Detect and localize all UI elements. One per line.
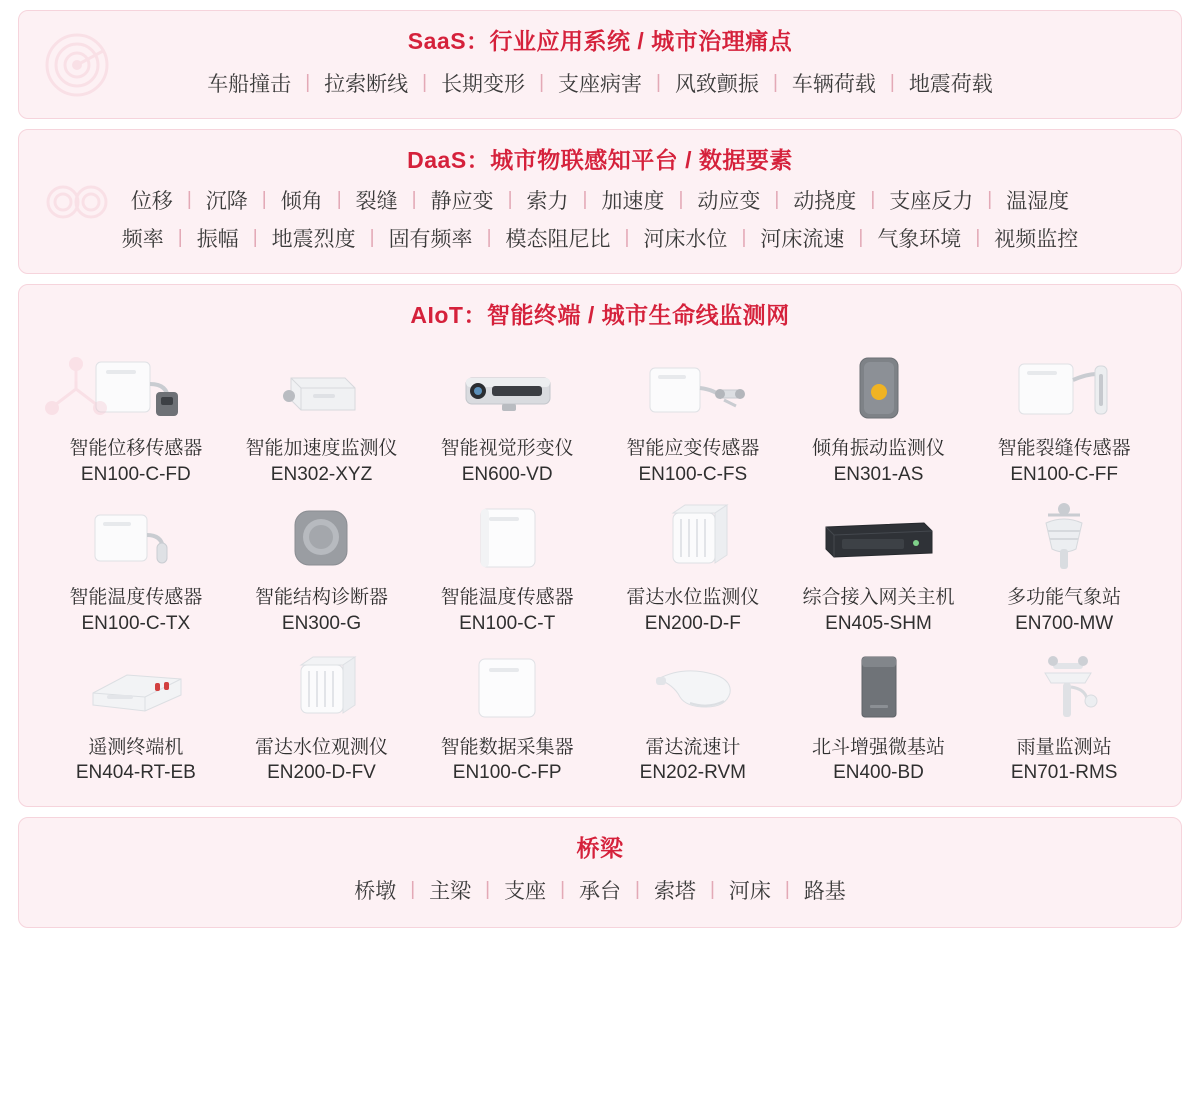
separator: | xyxy=(369,227,375,248)
daas-item[interactable]: 河床水位 xyxy=(643,228,728,251)
separator: | xyxy=(975,227,981,248)
bridge-item[interactable]: 主梁 xyxy=(429,879,472,903)
device-card xyxy=(971,641,1157,786)
separator: | xyxy=(261,189,267,210)
data-collector-icon xyxy=(414,641,600,733)
saas-title-cn: 行业应用系统 / 城市治理痛点 xyxy=(489,28,793,54)
device-card xyxy=(971,342,1157,487)
bridge-item[interactable]: 河床 xyxy=(728,879,771,903)
daas-item[interactable]: 气象环境 xyxy=(877,228,962,251)
separator: | xyxy=(252,227,258,248)
separator: | xyxy=(305,72,311,93)
gateway-host-icon xyxy=(786,491,972,583)
saas-item[interactable]: 风致颤振 xyxy=(674,73,759,96)
saas-panel xyxy=(18,10,1182,119)
daas-item[interactable]: 支座反力 xyxy=(889,190,974,213)
saas-item[interactable]: 车船撞击 xyxy=(207,73,292,96)
daas-title xyxy=(19,130,1181,181)
device-card xyxy=(600,342,786,487)
daas-item[interactable]: 沉降 xyxy=(205,190,248,213)
device-card xyxy=(600,491,786,636)
daas-title-en: DaaS： xyxy=(407,147,491,173)
device-name: 遥测终端机 xyxy=(88,736,184,758)
daas-item[interactable]: 动应变 xyxy=(697,190,761,213)
beidou-microstation-icon xyxy=(786,641,972,733)
device-card xyxy=(414,342,600,487)
bridge-item-list xyxy=(19,869,1181,911)
accelerometer-icon xyxy=(229,342,415,434)
separator: | xyxy=(411,189,417,210)
saas-item[interactable]: 地震荷载 xyxy=(908,73,993,96)
device-name: 智能结构诊断器 xyxy=(254,587,388,609)
saas-item-list xyxy=(19,62,1181,104)
device-card xyxy=(786,342,972,487)
device-card xyxy=(229,641,415,786)
device-model: EN302-XYZ xyxy=(270,463,373,485)
device-model: EN700-MW xyxy=(1015,612,1114,634)
device-name: 雷达流速计 xyxy=(645,736,741,758)
aiot-title-cn: 智能终端 / 城市生命线监测网 xyxy=(486,302,790,328)
saas-title xyxy=(19,11,1181,62)
separator: | xyxy=(635,878,640,900)
device-name: 北斗增强微基站 xyxy=(811,736,945,758)
daas-item-list-row1 xyxy=(19,181,1181,219)
daas-item-list-row2 xyxy=(19,219,1181,257)
daas-item[interactable]: 温湿度 xyxy=(1006,190,1070,213)
crack-sensor-icon xyxy=(971,342,1157,434)
device-model: EN301-AS xyxy=(833,463,924,485)
device-name: 雨量监测站 xyxy=(1016,736,1112,758)
separator: | xyxy=(485,878,491,900)
device-model: EN405-SHM xyxy=(825,612,932,634)
separator: | xyxy=(656,72,661,93)
bridge-title: 桥梁 xyxy=(576,834,624,861)
device-name: 综合接入网关主机 xyxy=(802,587,955,609)
device-name: 智能加速度监测仪 xyxy=(245,438,398,459)
separator: | xyxy=(410,878,416,900)
device-name: 多功能气象站 xyxy=(1007,587,1122,609)
bridge-item[interactable]: 支座 xyxy=(504,879,547,903)
daas-item[interactable]: 视频监控 xyxy=(994,228,1079,251)
separator: | xyxy=(624,227,630,248)
device-model: EN100-C-FF xyxy=(1010,463,1118,485)
radar-water-level-icon xyxy=(600,491,786,583)
device-card xyxy=(600,641,786,786)
strain-sensor-icon xyxy=(600,342,786,434)
device-name: 智能视觉形变仪 xyxy=(440,438,574,459)
separator: | xyxy=(772,72,778,93)
daas-item[interactable]: 模态阻尼比 xyxy=(505,228,611,251)
daas-item[interactable]: 固有频率 xyxy=(388,228,473,251)
daas-item[interactable]: 动挠度 xyxy=(793,190,857,213)
device-name: 智能温度传感器 xyxy=(69,587,203,609)
device-name: 倾角振动监测仪 xyxy=(811,438,945,459)
device-grid xyxy=(19,336,1181,790)
daas-panel xyxy=(18,129,1182,274)
daas-item[interactable]: 加速度 xyxy=(601,190,665,213)
separator: | xyxy=(539,72,544,93)
saas-item[interactable]: 拉索断线 xyxy=(324,73,409,96)
separator: | xyxy=(709,878,715,900)
device-card xyxy=(971,491,1157,636)
saas-item[interactable]: 长期变形 xyxy=(441,73,526,96)
separator: | xyxy=(987,189,993,210)
weather-station-icon xyxy=(971,491,1157,583)
displacement-sensor-icon xyxy=(43,342,229,434)
vision-camera-icon xyxy=(414,342,600,434)
aiot-title-en: AIoT： xyxy=(410,302,487,328)
separator: | xyxy=(582,189,588,210)
device-card xyxy=(43,641,229,786)
device-card xyxy=(43,491,229,636)
daas-item[interactable]: 索力 xyxy=(526,190,569,213)
daas-item[interactable]: 振幅 xyxy=(196,228,239,251)
device-card xyxy=(229,491,415,636)
separator: | xyxy=(186,189,192,210)
bridge-item[interactable]: 索塔 xyxy=(653,879,696,903)
separator: | xyxy=(336,189,342,210)
separator: | xyxy=(678,189,684,210)
device-card xyxy=(414,491,600,636)
separator: | xyxy=(889,72,895,93)
device-name: 智能数据采集器 xyxy=(440,736,574,758)
device-name: 智能温度传感器 xyxy=(440,587,574,609)
separator: | xyxy=(741,227,747,248)
daas-item[interactable]: 频率 xyxy=(121,228,164,251)
device-model: EN100-C-TX xyxy=(81,612,191,634)
bridge-panel xyxy=(18,817,1182,928)
device-name: 智能位移传感器 xyxy=(69,438,203,459)
daas-item[interactable]: 倾角 xyxy=(280,190,323,213)
device-model: EN600-VD xyxy=(461,463,553,485)
daas-item[interactable]: 位移 xyxy=(130,190,173,213)
daas-item[interactable]: 静应变 xyxy=(430,190,494,213)
device-model: EN100-C-T xyxy=(459,612,556,634)
saas-item[interactable]: 车辆荷载 xyxy=(791,73,876,96)
temperature-panel-icon xyxy=(414,491,600,583)
separator: | xyxy=(560,878,565,900)
daas-item[interactable]: 地震烈度 xyxy=(271,228,356,251)
rain-gauge-station-icon xyxy=(971,641,1157,733)
device-model: EN200-D-F xyxy=(644,612,741,634)
device-name: 智能应变传感器 xyxy=(626,438,760,459)
separator: | xyxy=(422,72,428,93)
daas-item[interactable]: 河床流速 xyxy=(760,228,845,251)
daas-item[interactable]: 裂缝 xyxy=(355,190,398,213)
bridge-item[interactable]: 桥墩 xyxy=(354,879,397,903)
device-model: EN100-C-FS xyxy=(638,463,748,485)
bridge-item[interactable]: 承台 xyxy=(579,879,621,903)
saas-item[interactable]: 支座病害 xyxy=(558,73,642,96)
device-model: EN100-C-FP xyxy=(452,762,562,784)
aiot-panel xyxy=(18,284,1182,807)
structure-diagnoser-icon xyxy=(229,491,415,583)
aiot-title xyxy=(19,285,1181,336)
daas-title-cn: 城市物联感知平台 / 数据要素 xyxy=(490,147,793,173)
telemetry-terminal-icon xyxy=(43,641,229,733)
device-card xyxy=(414,641,600,786)
device-name: 雷达水位观测仪 xyxy=(254,736,388,758)
bridge-item[interactable]: 路基 xyxy=(803,879,846,903)
tilt-vibration-icon xyxy=(786,342,972,434)
device-name: 雷达水位监测仪 xyxy=(626,587,760,609)
separator: | xyxy=(774,189,780,210)
device-model: EN200-D-FV xyxy=(267,762,376,784)
device-model: EN404-RT-EB xyxy=(75,762,196,784)
device-model: EN202-RVM xyxy=(639,762,746,784)
device-model: EN300-G xyxy=(281,612,362,634)
temperature-sensor-icon xyxy=(43,491,229,583)
separator: | xyxy=(177,227,183,248)
device-model: EN100-C-FD xyxy=(80,463,191,485)
device-card[interactable] xyxy=(43,342,229,487)
device-model: EN400-BD xyxy=(833,762,924,784)
device-model: EN701-RMS xyxy=(1010,762,1118,784)
radar-water-observer-icon xyxy=(229,641,415,733)
separator: | xyxy=(858,227,864,248)
device-card xyxy=(786,491,972,636)
separator: | xyxy=(507,189,513,210)
radar-velocimeter-icon xyxy=(600,641,786,733)
separator: | xyxy=(486,227,492,248)
device-name: 智能裂缝传感器 xyxy=(997,438,1131,459)
separator: | xyxy=(784,878,790,900)
device-card xyxy=(786,641,972,786)
device-card[interactable] xyxy=(229,342,415,487)
separator: | xyxy=(870,189,876,210)
saas-title-en: SaaS： xyxy=(407,28,490,54)
